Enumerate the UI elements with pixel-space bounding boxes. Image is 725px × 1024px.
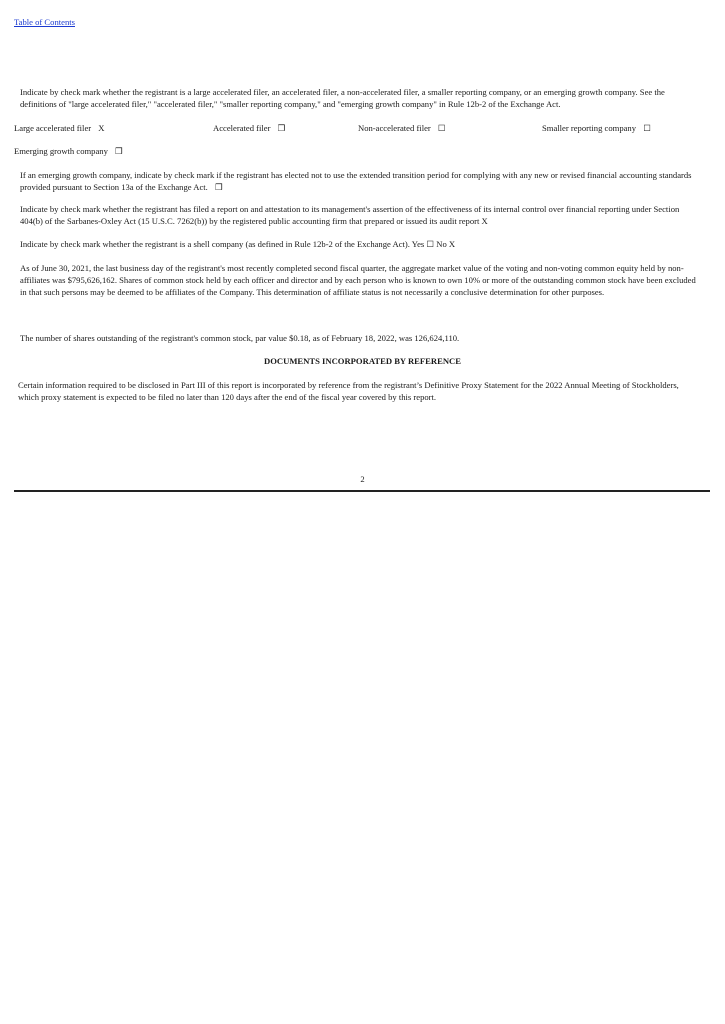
accelerated-filer-checkbox: ❒ <box>277 123 286 133</box>
internal-control-attestation-statement: Indicate by check mark whether the registrant has filed a report on and attestation to its management's assertion of the effectiveness of its internal control over financial reporting under Section 404(b) of the Sarbanes-Oxley Act (15 U.S.C. 7262(b)) by the registered public accounting firm that prepared or issued its audit report X <box>20 204 680 226</box>
accelerated-filer-option <box>213 123 285 135</box>
emerging-growth-company-checkbox: ❒ <box>115 146 123 156</box>
non-accelerated-filer-option <box>358 123 446 135</box>
table-of-contents-link[interactable]: Table of Contents <box>14 17 75 27</box>
shell-company-statement: Indicate by check mark whether the registrant is a shell company (as defined in Rule 12b-2 of the Exchange Act). Yes ☐ No X <box>20 239 456 249</box>
smaller-reporting-company-checkbox: ☐ <box>643 123 651 133</box>
filer-status-row <box>0 123 725 135</box>
page-divider <box>14 490 710 492</box>
filer-status-intro: Indicate by check mark whether the registrant is a large accelerated filer, an accelerated filer, a non-accelerated filer, a smaller reporting company, or an emerging growth company. See the definitions of "large accelerated filer," "accelerated filer," "smaller reporting company," and "emerging growth company" in Rule 12b-2 of the Exchange Act. <box>20 87 665 109</box>
large-accelerated-filer-option <box>14 123 105 135</box>
large-accelerated-filer-label: Large accelerated filer <box>14 123 92 133</box>
smaller-reporting-company-label: Smaller reporting company <box>542 123 637 133</box>
market-value-statement: As of June 30, 2021, the last business day of the registrant's most recently completed second fiscal quarter, the aggregate market value of the voting and non-voting common equity held by non-affiliates was $795,626,162. Shares of common stock held by each officer and director and by each person who is known to own 10% or more of the outstanding common stock have been excluded in that such persons may be deemed to be affiliates of the Company. This determination of affiliate status is not necessarily a conclusive determination for other purposes. <box>20 263 696 297</box>
transition-period-text: If an emerging growth company, indicate by check mark if the registrant has elected not to use the extended transition period for complying with any new or revised financial accounting standards provided pursuant to Section 13a of the Exchange Act. <box>20 170 692 192</box>
large-accelerated-filer-checkbox: X <box>98 123 105 133</box>
documents-incorporated-text: Certain information required to be disclosed in Part III of this report is incorporated by reference from the registrant’s Definitive Proxy Statement for the 2022 Annual Meeting of Stockholders, which proxy statement is expected to be filed no later than 120 days after the end of the fiscal year covered by this report. <box>18 380 679 402</box>
non-accelerated-filer-checkbox: ☐ <box>437 123 446 133</box>
transition-period-checkbox: ❒ <box>214 181 223 192</box>
emerging-growth-company-option <box>14 146 123 158</box>
accelerated-filer-label: Accelerated filer <box>213 123 271 133</box>
transition-period-statement <box>20 170 700 194</box>
non-accelerated-filer-label: Non-accelerated filer <box>358 123 431 133</box>
page-number: 2 <box>360 474 365 484</box>
emerging-growth-company-label: Emerging growth company <box>14 146 108 156</box>
smaller-reporting-company-option <box>542 123 651 135</box>
documents-incorporated-heading: DOCUMENTS INCORPORATED BY REFERENCE <box>264 356 461 366</box>
shares-outstanding-statement: The number of shares outstanding of the registrant's common stock, par value $0.18, as of February 18, 2022, was 126,624,110. <box>20 333 460 343</box>
